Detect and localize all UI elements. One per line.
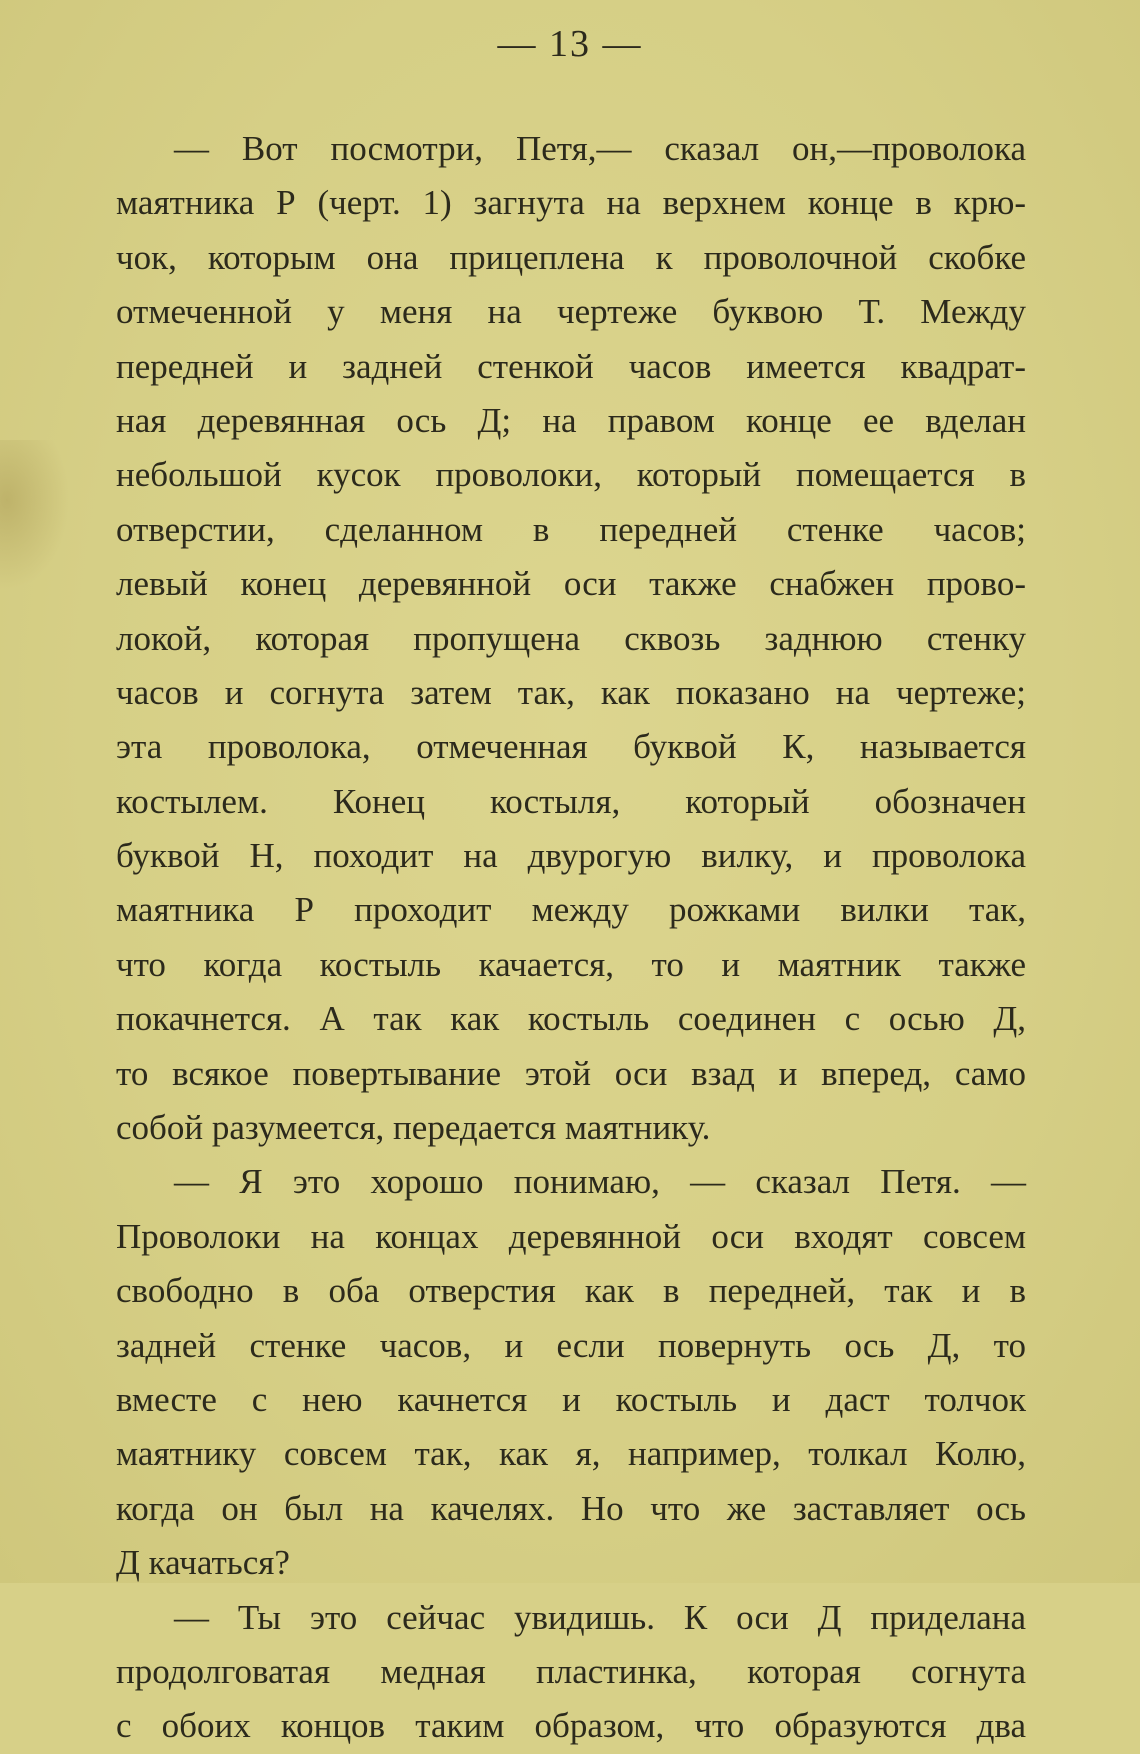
text-line: маятника Р проходит между рожками вилки так, bbox=[116, 890, 1026, 930]
text-line: продолговатая медная пластинка, которая согнута bbox=[116, 1651, 1026, 1691]
text-line: левый конец деревянной оси также снабжен прово- bbox=[116, 564, 1026, 604]
text-line: чок, которым она прицеплена к проволочной скобке bbox=[116, 237, 1026, 277]
text-line: то всякое повертывание этой оси взад и вперед, само bbox=[116, 1053, 1026, 1093]
text-line: отмеченной у меня на чертеже буквою Т. Между bbox=[116, 292, 1026, 332]
text-line: передней и задней стенкой часов имеется квадрат- bbox=[116, 346, 1026, 386]
text-line: Д качаться? bbox=[116, 1543, 290, 1583]
text-line: вместе с нею качнется и костыль и даст толчок bbox=[116, 1379, 1026, 1419]
text-line: эта проволока, отмеченная буквой К, называется bbox=[116, 727, 1026, 767]
text-line: — Ты это сейчас увидишь. К оси Д приделана bbox=[174, 1597, 1026, 1637]
paper-stain bbox=[0, 440, 70, 590]
body-text bbox=[116, 122, 1026, 1754]
text-line: буквой Н, походит на двурогую вилку, и проволока bbox=[116, 836, 1026, 876]
text-line: — Вот посмотри, Петя,— сказал он,—проволока bbox=[174, 129, 1026, 168]
text-line: маятнику совсем так, как я, например, толкал Колю, bbox=[116, 1434, 1026, 1474]
text-line: что когда костыль качается, то и маятник также bbox=[116, 944, 1026, 984]
text-line: когда он был на качелях. Но что же заставляет ось bbox=[116, 1488, 1026, 1528]
text-line: покачнется. А так как костыль соединен с осью Д, bbox=[116, 999, 1026, 1039]
text-line: — Я это хорошо понимаю, — сказал Петя. — bbox=[174, 1162, 1026, 1202]
text-line: Проволоки на концах деревянной оси входят совсем bbox=[116, 1216, 1026, 1256]
text-line: с обоих концов таким образом, что образуются два bbox=[116, 1706, 1026, 1746]
text-line: маятника Р (черт. 1) загнута на верхнем конце в крю- bbox=[116, 183, 1026, 223]
page-number: — 13 — bbox=[497, 23, 643, 65]
text-line: задней стенке часов, и если повернуть ось Д, то bbox=[116, 1325, 1026, 1365]
text-line: локой, которая пропущена сквозь заднюю стенку bbox=[116, 618, 1026, 658]
text-line: отверстии, сделанном в передней стенке часов; bbox=[116, 509, 1026, 549]
text-line: часов и согнута затем так, как показано на чертеже; bbox=[116, 672, 1026, 712]
text-line: собой разумеется, передается маятнику. bbox=[116, 1108, 711, 1148]
text-line: ная деревянная ось Д; на правом конце ее вделан bbox=[116, 400, 1026, 440]
text-line: свободно в оба отверстия как в передней, так и в bbox=[116, 1271, 1026, 1311]
text-line: небольшой кусок проволоки, который помещается в bbox=[116, 455, 1026, 495]
text-line: костылем. Конец костыля, который обозначен bbox=[116, 781, 1026, 821]
